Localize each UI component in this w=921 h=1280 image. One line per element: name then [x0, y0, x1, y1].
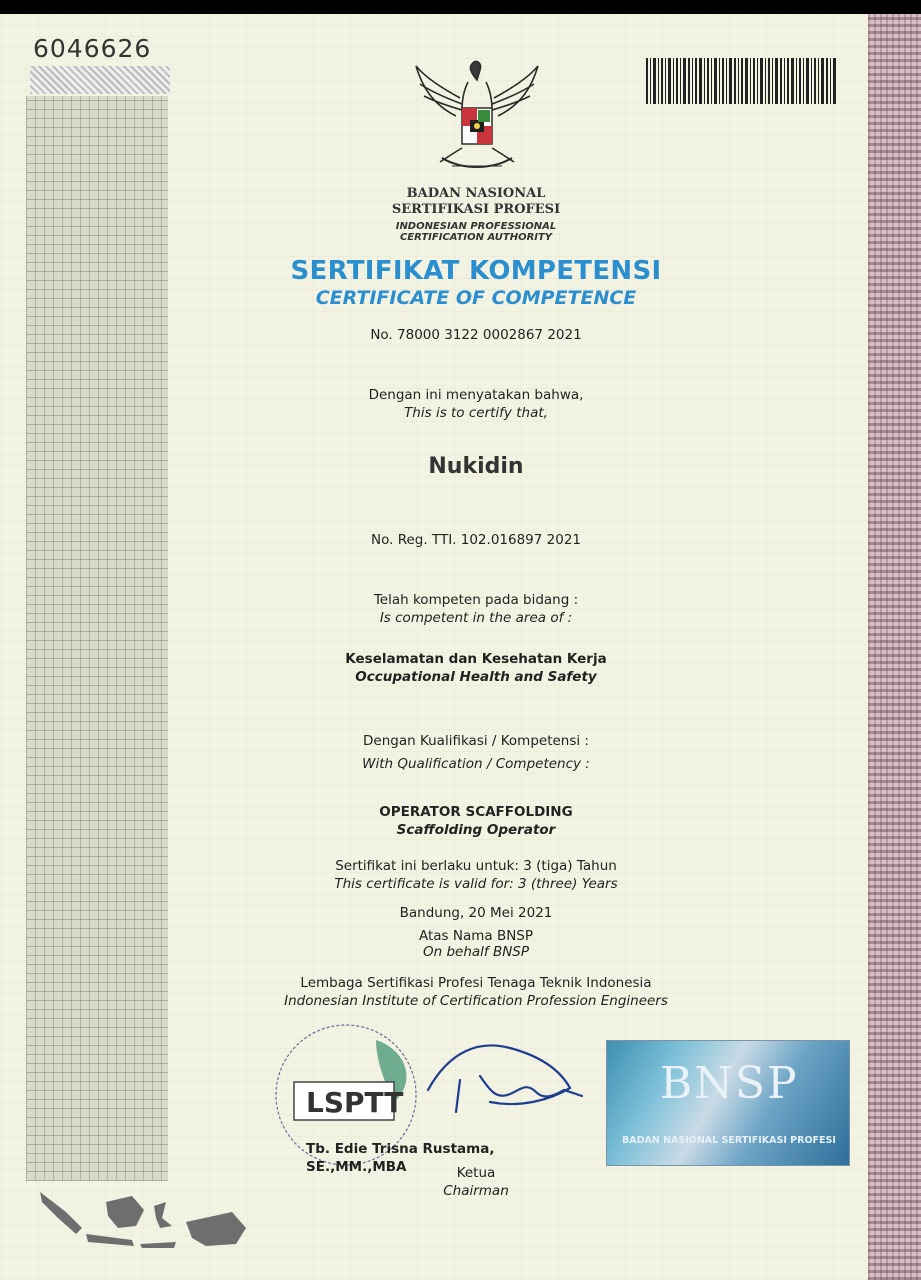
certificate-subtitle: CERTIFICATE OF COMPETENCE	[315, 287, 637, 309]
certify-statement	[176, 386, 776, 422]
institute	[176, 974, 776, 1010]
qualification-en: Scaffolding Operator	[396, 822, 556, 838]
agency-line-2: SERTIFIKASI PROFESI	[391, 202, 561, 217]
indonesia-map-watermark	[36, 1182, 251, 1260]
signatory-name: Tb. Edie Trisna Rustama, SE.,MM.,MBA	[306, 1141, 495, 1175]
hologram-logo-text: BNSP	[660, 1058, 799, 1109]
signatory-title	[176, 1164, 776, 1200]
qualification-label-id: Dengan Kualifikasi / Kompetensi :	[363, 733, 589, 749]
agency-en-line-1: INDONESIAN PROFESSIONAL	[395, 221, 557, 232]
competence-area	[176, 650, 776, 686]
certificate-number: No. 78000 3122 0002867 2021	[370, 327, 582, 343]
holder-name: Nukidin	[428, 454, 524, 479]
area-id: Keselamatan dan Kesehatan Kerja	[345, 651, 607, 667]
agency-name	[176, 186, 776, 218]
agency-name-en	[176, 221, 776, 243]
competent-en: Is competent in the area of :	[379, 610, 573, 626]
barcode	[646, 58, 836, 104]
serial-hatch-pattern	[30, 66, 170, 94]
garuda-emblem	[412, 58, 542, 176]
behalf-en: On behalf BNSP	[422, 944, 530, 960]
stamp-text: LSPTT	[306, 1086, 404, 1119]
qualification	[176, 803, 776, 839]
signature	[420, 1030, 590, 1120]
institute-en: Indonesian Institute of Certification Profession Engineers	[284, 993, 668, 1009]
qualification-label	[176, 730, 776, 776]
guilloche-border	[868, 14, 921, 1280]
certificate-title: SERTIFIKAT KOMPETENSI	[290, 256, 662, 286]
agency-en-line-2: CERTIFICATION AUTHORITY	[399, 232, 553, 243]
signatory-title-id: Ketua	[456, 1165, 496, 1181]
area-en: Occupational Health and Safety	[355, 669, 597, 685]
agency-line-1: BADAN NASIONAL	[406, 186, 546, 201]
place-date: Bandung, 20 Mei 2021	[399, 905, 553, 921]
signatory-title-en: Chairman	[443, 1183, 509, 1199]
hologram-subtext: BADAN NASIONAL SERTIFIKASI PROFESI	[622, 1135, 836, 1146]
serial-number: 6046626	[33, 34, 152, 63]
qualification-id: OPERATOR SCAFFOLDING	[379, 804, 573, 820]
validity-id: Sertifikat ini berlaku untuk: 3 (tiga) Tahun	[335, 858, 617, 874]
registration-number: No. Reg. TTI. 102.016897 2021	[371, 532, 581, 548]
validity	[176, 857, 776, 893]
validity-en: This certificate is valid for: 3 (three) Years	[334, 876, 618, 892]
on-behalf	[176, 928, 776, 960]
certify-en: This is to certify that,	[404, 405, 548, 421]
security-pattern-strip	[26, 96, 168, 1181]
institute-id: Lembaga Sertifikasi Profesi Tenaga Teknik Indonesia	[300, 975, 652, 991]
competent-statement	[176, 591, 776, 627]
behalf-id: Atas Nama BNSP	[418, 928, 534, 944]
qualification-label-en: With Qualification / Competency :	[362, 756, 590, 772]
competent-id: Telah kompeten pada bidang :	[373, 592, 579, 608]
certify-id: Dengan ini menyatakan bahwa,	[368, 387, 584, 403]
